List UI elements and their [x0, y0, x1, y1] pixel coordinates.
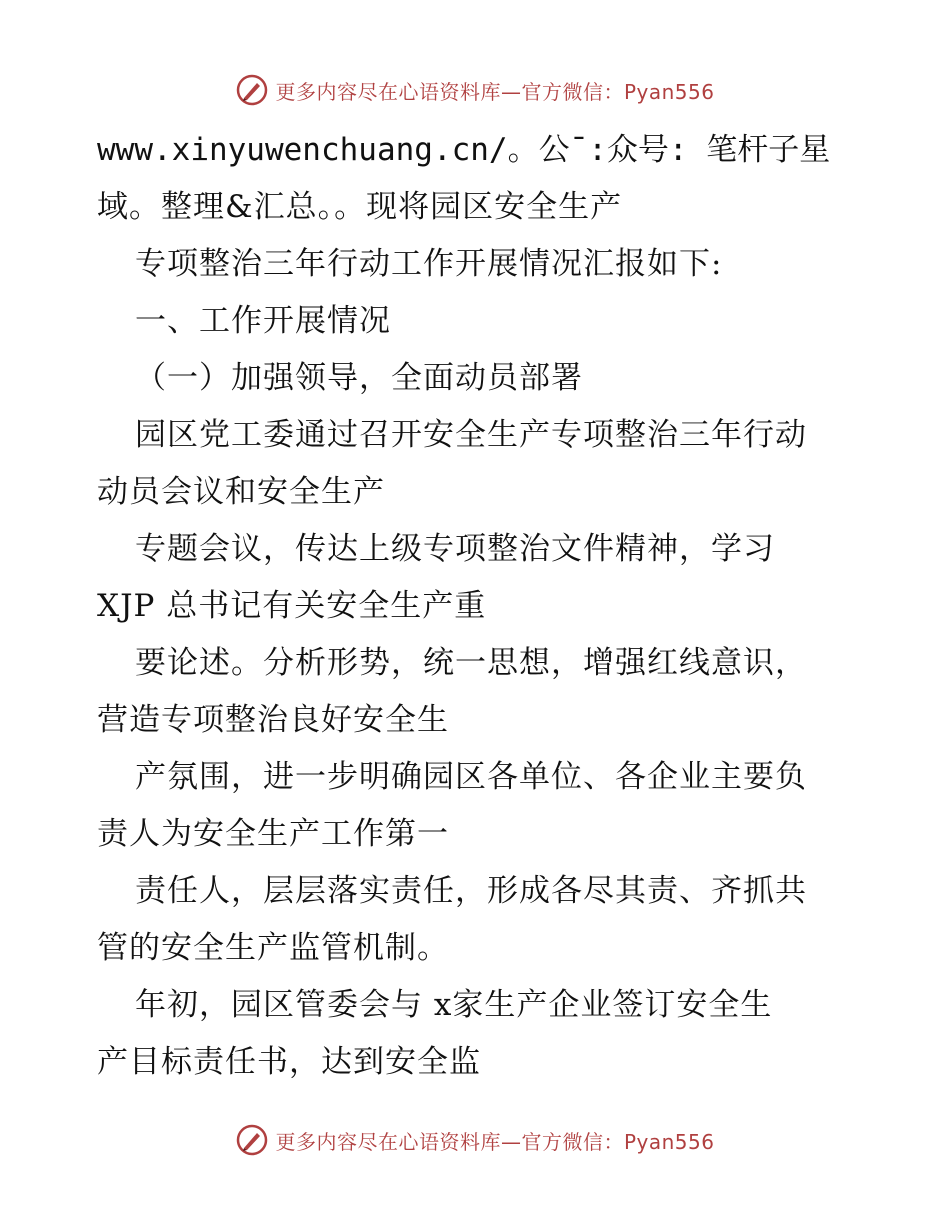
pen-logo-icon — [235, 73, 269, 107]
header-banner-text: 更多内容尽在心语资料库—官方微信：Pyan556 — [275, 79, 715, 104]
text-line: 责任人，层层落实责任，形成各尽其责、齐抓共 — [135, 873, 807, 909]
document-body — [97, 122, 877, 1091]
pen-logo-icon — [235, 1123, 269, 1157]
text-line: 年初，园区管委会与 x家生产企业签订安全生 — [135, 987, 773, 1023]
header-banner — [0, 70, 950, 110]
text-line: 产目标责任书，达到安全监 — [97, 1044, 481, 1080]
text-line: XJP 总书记有关安全生产重 — [97, 588, 487, 624]
footer-banner — [0, 1120, 950, 1160]
text-line: 产氛围，进一步明确园区各单位、各企业主要负 — [135, 759, 807, 795]
text-line: 管的安全生产监管机制。 — [97, 930, 449, 966]
text-line: 专题会议，传达上级专项整治文件精神，学习 — [135, 531, 775, 567]
text-line: 园区党工委通过召开安全生产专项整治三年行动 — [135, 417, 807, 453]
text-line: 要论述。分析形势，统一思想，增强红线意识， — [135, 645, 807, 681]
subsection-heading: （一）加强领导，全面动员部署 — [135, 360, 583, 396]
text-line: 责人为安全生产工作第一 — [97, 816, 449, 852]
text-line: 营造专项整治良好安全生 — [97, 702, 449, 738]
text-line: 域。整理&汇总。。现将园区安全生产 — [97, 189, 623, 225]
text-line: 专项整治三年行动工作开展情况汇报如下: — [135, 246, 723, 282]
text-line: 动员会议和安全生产 — [97, 474, 385, 510]
footer-banner-text: 更多内容尽在心语资料库—官方微信：Pyan556 — [275, 1129, 715, 1154]
text-line: www.xinyuwenchuang.cn/。公¯:众号: 笔杆子星 — [97, 132, 831, 168]
section-heading: 一、工作开展情况 — [135, 303, 391, 339]
